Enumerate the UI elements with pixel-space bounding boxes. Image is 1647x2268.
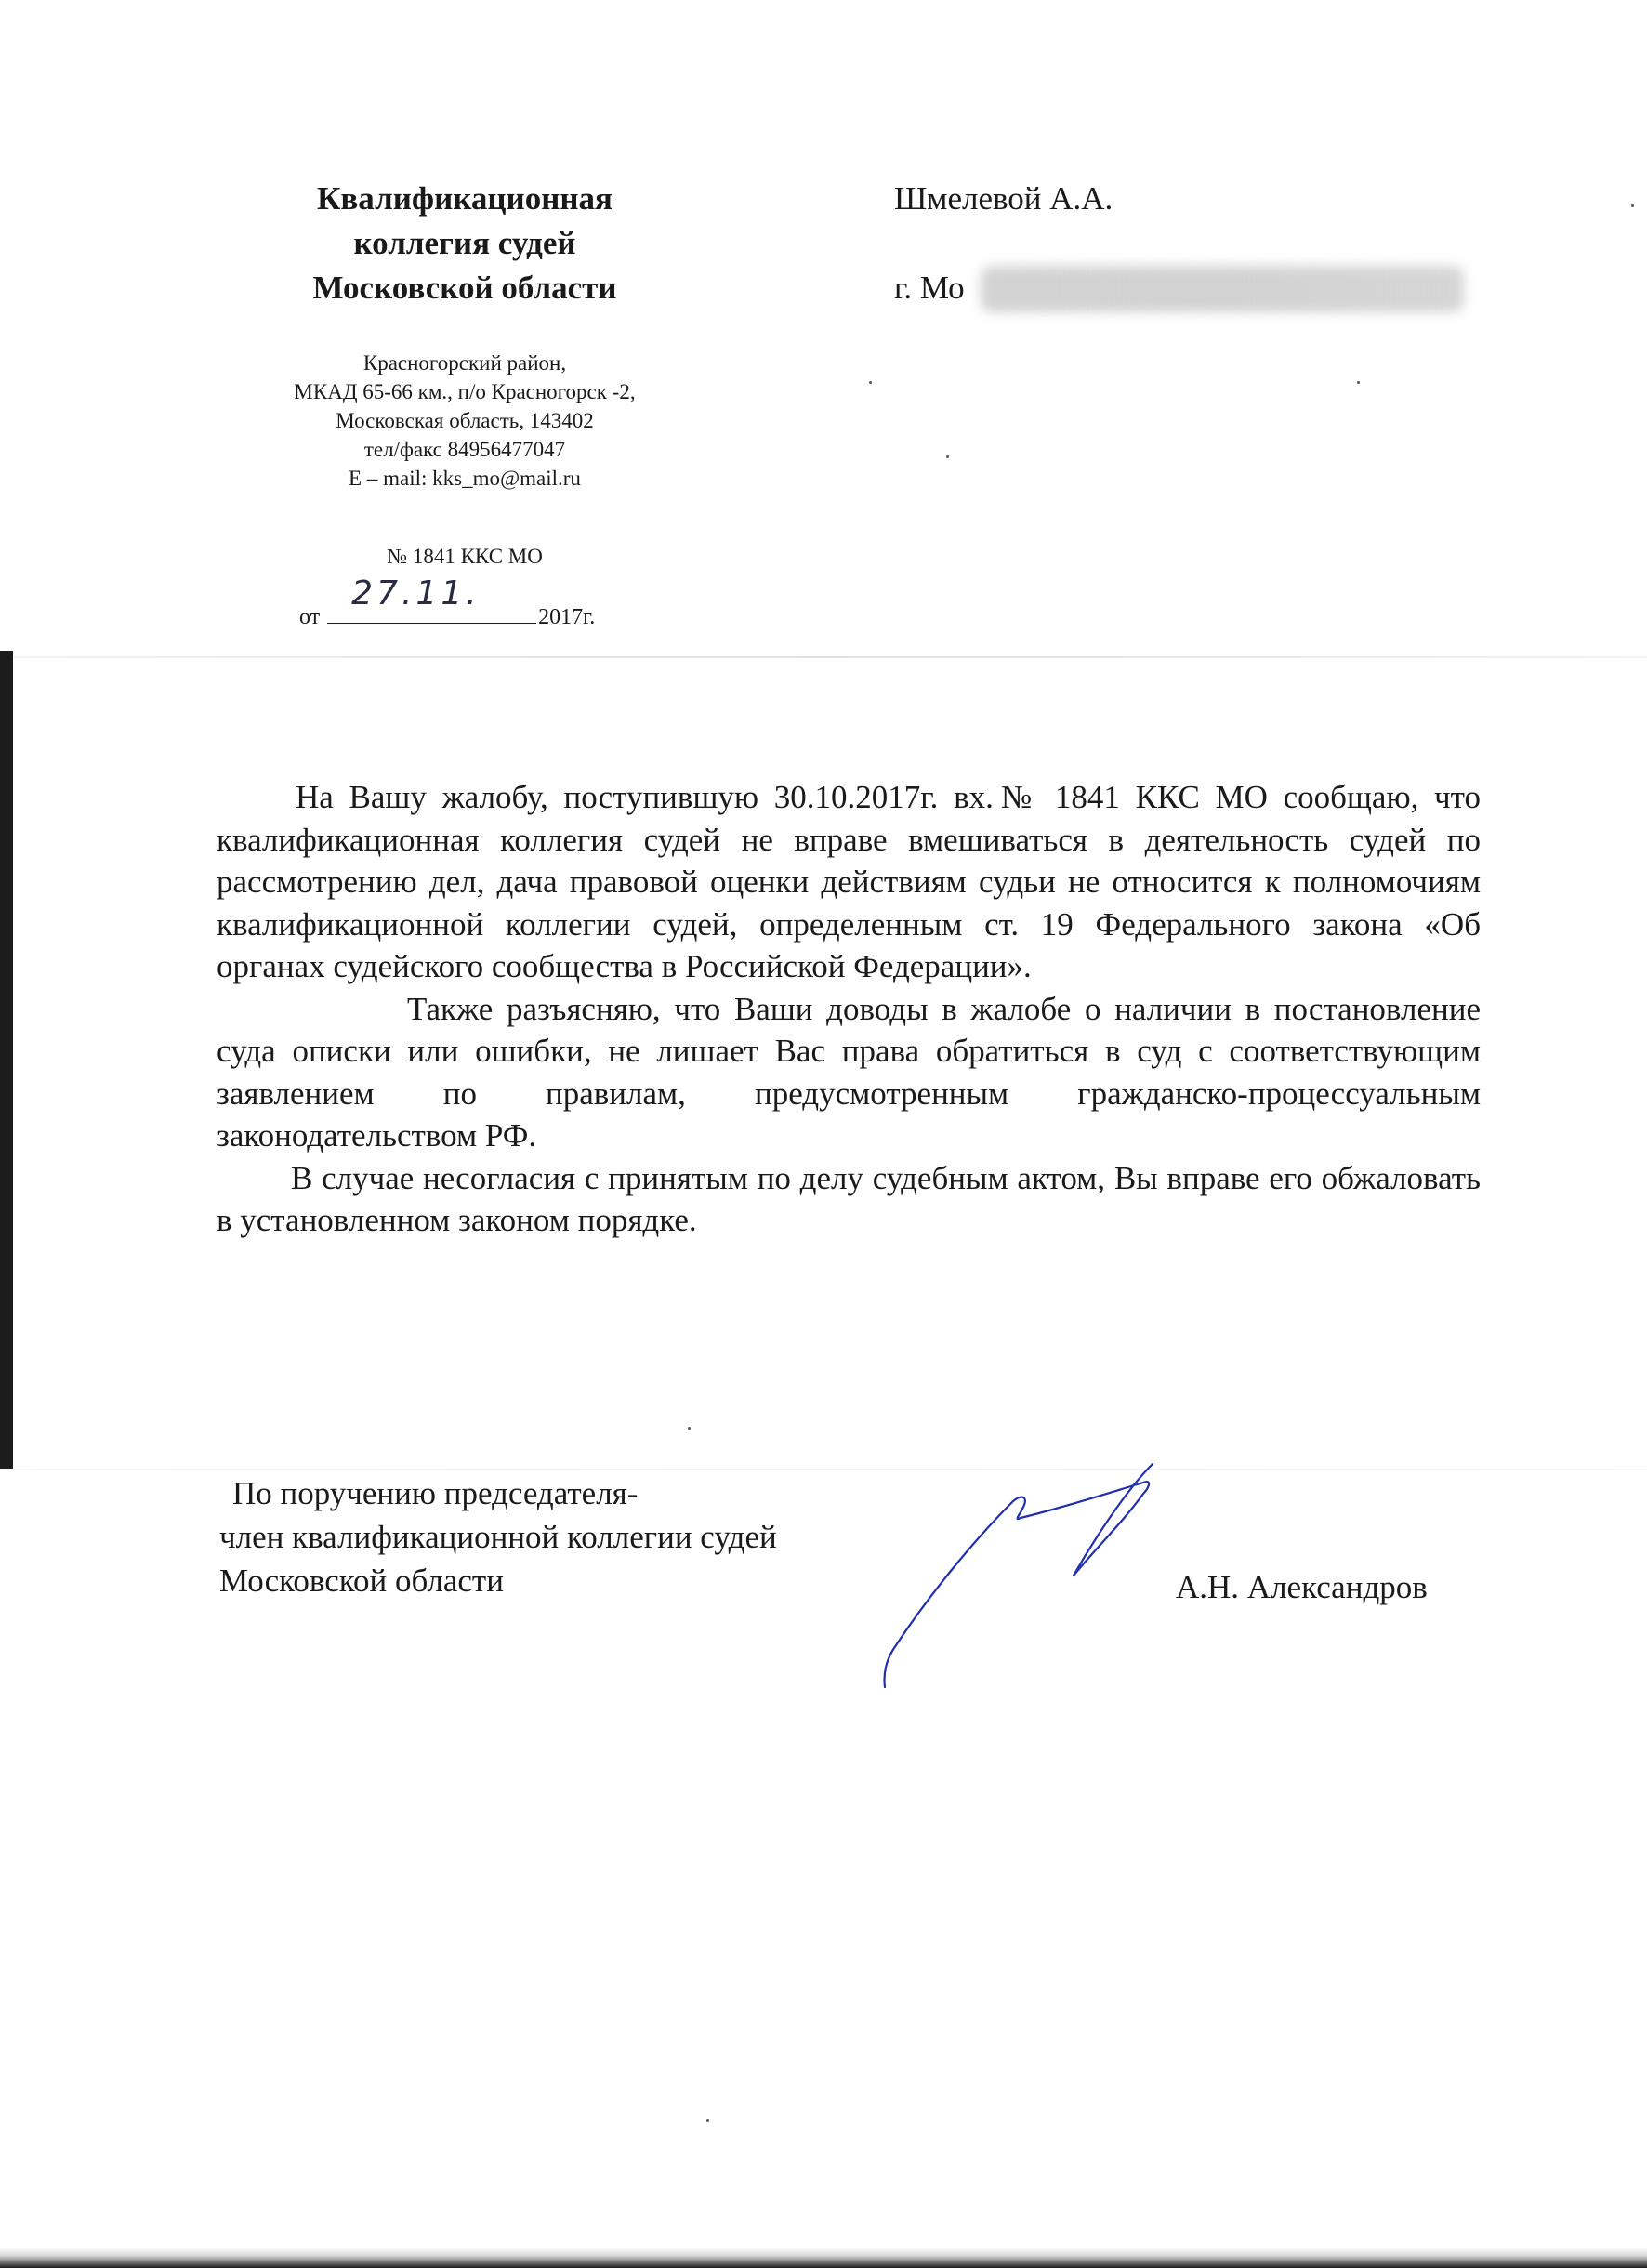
address-line: E – mail: kks_mo@mail.ru xyxy=(349,467,581,490)
scan-speck xyxy=(869,381,872,384)
body-paragraph: На Вашу жалобу, поступившую 30.10.2017г. вх.№ 1841 ККС МО сообщаю, что квалификационная коллегия судей не вправе вмешиваться в деятельность судей по рассмотрению дел, дача правовой оценки действиям судьи не относится к полномочиям квалификационной коллегии судей, определенным ст. 19 Федерального закона «Об органах судейского сообщества в Российской Федерации». xyxy=(217,779,1481,984)
redacted-address-blur xyxy=(981,266,1464,312)
scan-edge-bottom xyxy=(0,2248,1647,2268)
scan-speck xyxy=(688,1427,691,1430)
scan-speck xyxy=(946,455,949,458)
signer-name: А.Н. Александров xyxy=(1176,1569,1428,1605)
scan-speck xyxy=(1631,204,1634,207)
organization-name-line: коллегия судей xyxy=(353,225,576,261)
signature-position-line: По поручению председателя- xyxy=(232,1475,639,1511)
organization-name-line: Московской области xyxy=(312,270,617,306)
scan-speck xyxy=(1357,381,1360,384)
fold-line xyxy=(0,656,1647,658)
handwritten-date: 27.11. xyxy=(351,574,481,613)
organization-name xyxy=(214,177,716,310)
body-paragraph: Также разъясняю, что Ваши доводы в жалобе о наличии в постановление суда описки или ошибки, не лишает Вас права обратиться в суд с соответствующим заявлением по правилам, предусмотренным гражданско-процессуальным законодательством РФ. xyxy=(217,990,1481,1154)
scan-edge-left xyxy=(0,651,13,1469)
address-line: Московская область, 143402 xyxy=(336,409,594,432)
handwritten-signature xyxy=(874,1436,1227,1696)
signature-position-line: Московской области xyxy=(219,1563,504,1599)
body-paragraph: В случае несогласия с принятым по делу судебным актом, Вы вправе его обжаловать в установленном законом порядке. xyxy=(217,1159,1481,1238)
signature-position-line: член квалификационной коллегии судей xyxy=(219,1519,777,1555)
recipient-address: г. Мо xyxy=(894,270,965,306)
date-prefix: от xyxy=(299,605,321,629)
organization-address xyxy=(214,349,716,493)
fold-line xyxy=(0,1469,1647,1470)
scan-speck xyxy=(706,2119,709,2122)
date-blank xyxy=(327,574,536,624)
document-date xyxy=(299,574,596,630)
letter-body xyxy=(217,776,1481,1242)
address-line: МКАД 65-66 км., п/о Красногорск -2, xyxy=(294,380,636,403)
address-line: Красногорский район, xyxy=(362,351,567,375)
date-suffix: 2017г. xyxy=(538,605,596,629)
recipient-name: Шмелевой А.А. xyxy=(894,180,1113,217)
organization-name-line: Квалификационная xyxy=(316,180,613,217)
address-line: тел/факс 84956477047 xyxy=(363,438,566,461)
reference-number: № 1841 ККС МО xyxy=(387,545,543,568)
